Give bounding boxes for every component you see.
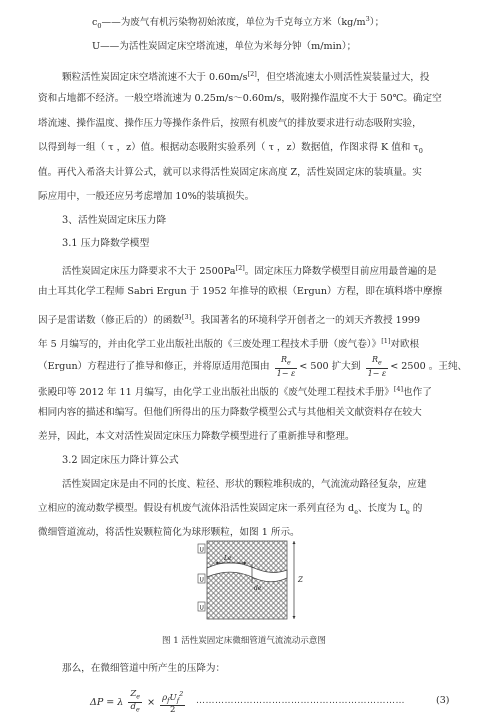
paragraph-line: 微细管道流动，将活性炭颗粒简化为球形颗粒，如图 1 所示。 (38, 527, 300, 538)
text-line: $c_0——$为废气有机污染物初始浓度，单位为千克每立方米$(kg/m^3)$； (92, 15, 385, 31)
paragraph-line: 颗粒活性炭固定床空塔流速不大于 0.60m/s[2]，但空塔流速太小则活性炭装量过大，投 (62, 70, 430, 84)
paragraph-line: 那么，在微细管道中所产生的压降为： (62, 663, 226, 674)
paragraph-line: 塔流速、操作温度、操作压力等操作条件后，按照有机废气的排放要求进行动态吸附实验， (38, 118, 422, 129)
subsection-heading: 3.2 固定床压力降计算公式 (62, 455, 179, 466)
section-heading: 3、活性炭固定床压力降 (62, 215, 167, 226)
equation-leader-dots: ………………………………………………………… (196, 696, 405, 706)
paragraph-line-with-fraction: （Ergun）方程进行了推导和修正，并将原适用范围由 $\frac{R_e}{1- \varepsilon}$ < 500 扩大到 $\frac{R_e}{1- \varepsilon}$ < 2500 。王纯、 (38, 355, 468, 378)
reynolds-fraction: $\frac{R_e}{1- \varepsilon}$ (276, 355, 296, 378)
paragraph-line: 差异，因此，本文对活性炭固定床压力降数学模型进行了重新推导和整理。 (38, 431, 355, 442)
de-label: de (254, 585, 262, 592)
figure-1-microchannel-diagram (196, 538, 312, 624)
paragraph-line: 际应用中，一般还应另考虑增加 10%的装填损失。 (38, 191, 255, 202)
paragraph-line: 由土耳其化学工程师 Sabri Ergun 于 1952 年推导的欧根（Ergun）方程，即在填料塔中摩擦 (38, 286, 443, 297)
equation-number: (3) (436, 695, 450, 706)
figure-caption: 图 1 活性炭固定床微细管道气流流动示意图 (162, 636, 326, 646)
paragraph-line: 张殿印等 2012 年 11 月编写，由化学工业出版社出版的《废气处理工程技术手册》[4]也作了 (38, 385, 432, 399)
u-label: U (199, 576, 204, 584)
subsection-heading: 3.1 压力降数学模型 (62, 238, 150, 249)
paragraph-line: 年 5 月编写的，并由化学工业出版社出版的《三废处理工程技术手册（废气卷）》[1]对欧根 (38, 337, 420, 351)
paragraph-line: 因子是雷诺数（修正后的）的函数[3]。我国著名的环境科学开创者之一的刘天齐教授 1999 (38, 313, 421, 327)
z-label: Z (298, 576, 303, 584)
paragraph-line: 活性炭固定床压力降要求不大于 2500Pa[2]。固定床压力降数学模型目前应用最普遍的是 (62, 264, 437, 278)
reynolds-fraction: $\frac{R_e}{1- \varepsilon}$ (367, 355, 387, 378)
u-label: U (199, 604, 204, 612)
le-label: Le (224, 555, 232, 562)
paragraph-line: 资和占地都不经济。一般空塔流速为 0.25m/s～0.60m/s，吸附操作温度不大于 50℃。确定空 (38, 93, 442, 104)
paragraph-line: 立相应的流动数学模型。假设有机废气流体沿活性炭固定床一系列直径为 $d_e$、长度为 $L_e$ 的 (38, 503, 423, 516)
paragraph-line: 以得到每一组（ τ ，z）值。根据动态吸附实验系列（ τ ，z）数据值，作图求得 K 值和 $\tau_0$ (38, 142, 423, 155)
u-label: U (199, 546, 204, 554)
paragraph-line: 相同内容的描述和编写。但他们所得出的压力降数学模型公式与其他相关文献资料存在较大 (38, 407, 422, 418)
paragraph-line: 活性炭固定床是由不同的长度、粒径、形状的颗粒堆积成的，气流流动路径复杂，应建 (62, 479, 427, 490)
text-line: U——为活性炭固定床空塔流速，单位为米每分钟（m/min）； (92, 41, 357, 52)
equation-3: ΔP = λ $\frac{Z_e}{d_e}$ × $\frac{\rho_fU_f^2}{2}$ (90, 689, 184, 716)
paragraph-line: 值。再代入希洛夫计算公式，就可以求得活性炭固定床高度 Z，活性炭固定床的装填量。实 (38, 167, 422, 178)
